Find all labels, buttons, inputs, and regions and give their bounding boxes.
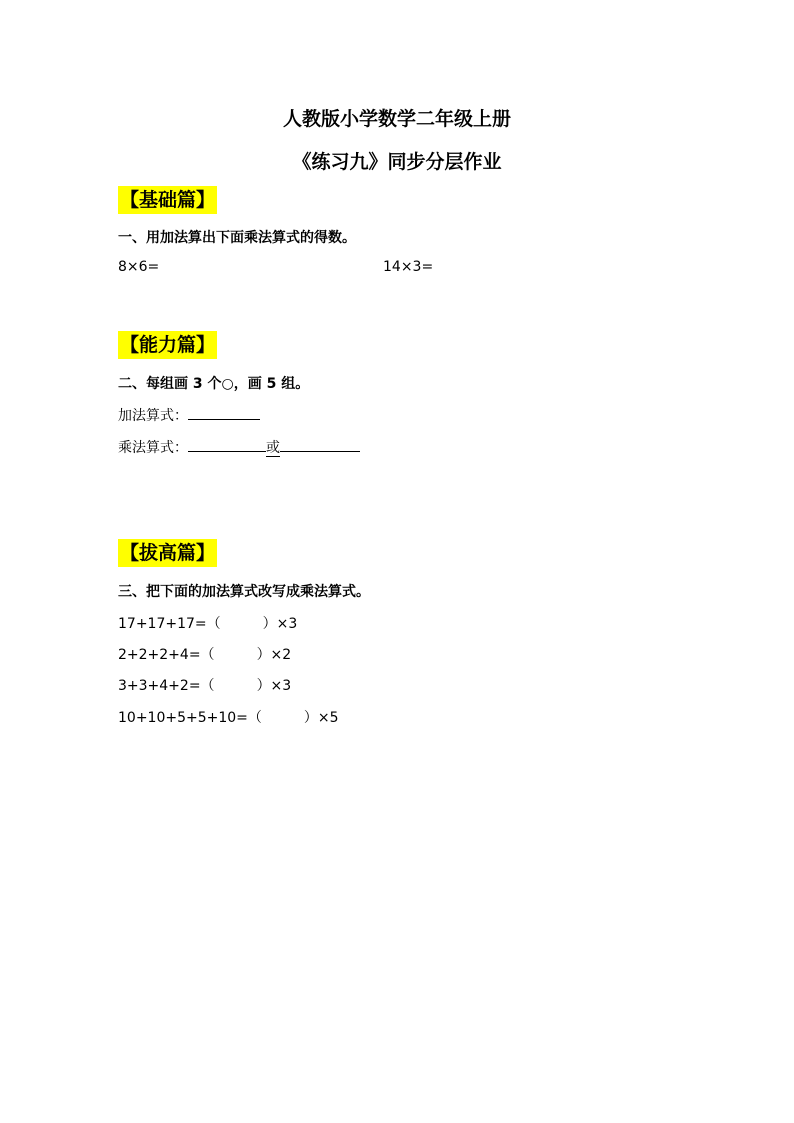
answer-blank[interactable] bbox=[280, 436, 360, 452]
row-right: ）×2 bbox=[256, 647, 292, 663]
row-left: 2+2+2+4=（ bbox=[118, 647, 215, 663]
row-left: 3+3+4+2=（ bbox=[118, 678, 215, 694]
answer-blank[interactable] bbox=[188, 436, 266, 452]
expression-item: 14×3= bbox=[383, 259, 434, 275]
page-subtitle: 《练习九》同步分层作业 bbox=[292, 151, 502, 173]
or-word: 或 bbox=[266, 440, 280, 456]
answer-blank[interactable] bbox=[188, 404, 260, 420]
addition-expression-line bbox=[118, 404, 260, 425]
question-2: 二、每组画 3 个○，画 5 组。 bbox=[118, 376, 310, 392]
row-left: 17+17+17=（ bbox=[118, 616, 221, 632]
expression-item: 8×6= bbox=[118, 259, 160, 275]
multiplication-label: 乘法算式： bbox=[118, 440, 188, 456]
section-tag-basic: 【基础篇】 bbox=[118, 186, 217, 214]
row-right: ）×3 bbox=[256, 678, 292, 694]
section-tag-ability: 【能力篇】 bbox=[118, 331, 217, 359]
question-1: 一、用加法算出下面乘法算式的得数。 bbox=[118, 230, 356, 246]
row-right: ）×3 bbox=[262, 616, 298, 632]
page-title: 人教版小学数学二年级上册 bbox=[282, 108, 511, 130]
question-3: 三、把下面的加法算式改写成乘法算式。 bbox=[118, 584, 370, 600]
rewrite-row bbox=[118, 613, 297, 633]
rewrite-row bbox=[118, 644, 291, 664]
rewrite-row bbox=[118, 675, 291, 695]
section-tag-advanced: 【拔高篇】 bbox=[118, 539, 217, 567]
addition-label: 加法算式： bbox=[118, 408, 188, 424]
row-right: ）×5 bbox=[303, 710, 339, 726]
rewrite-row bbox=[118, 707, 339, 727]
row-left: 10+10+5+5+10=（ bbox=[118, 710, 262, 726]
multiplication-expression-line bbox=[118, 436, 360, 457]
